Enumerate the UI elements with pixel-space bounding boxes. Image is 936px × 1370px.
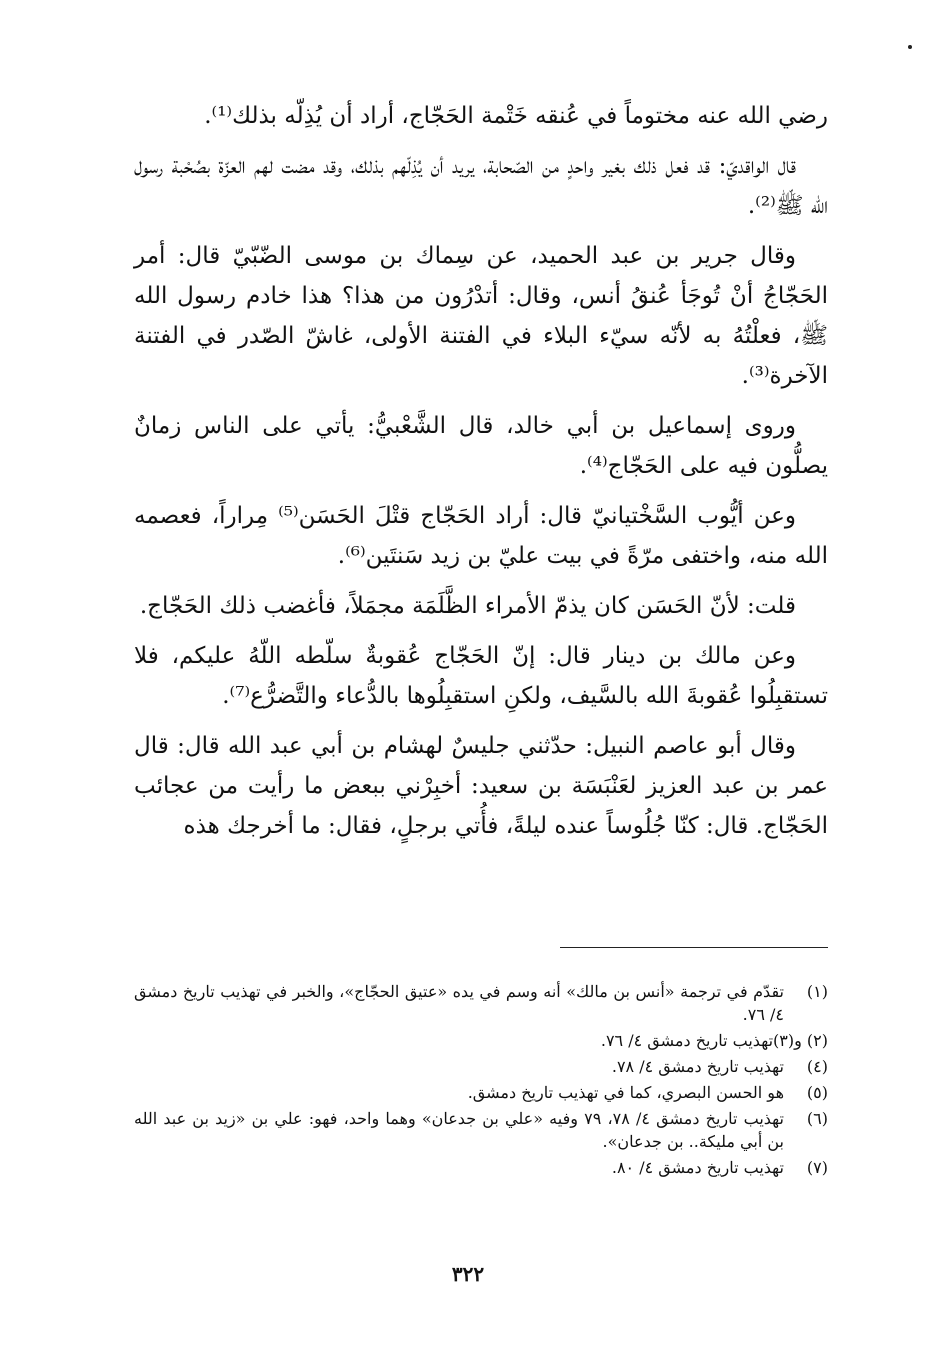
footnote [134,1029,828,1052]
footnote-number: (٤) [806,1057,828,1076]
footnote-divider [560,947,828,948]
footnote-text: تهذيب تاريخ دمشق ٤/ ٧٨، ٧٩ وفيه «علي بن جدعان» وهما واحد، فهو: علي بن «زيد بن عبد الله بن أبي مليكة.. بن جدعان». [134,1109,785,1151]
paragraph: وروى إسماعيل بن أبي خالد، قال الشَّعْبيُّ: يأتي على الناس زمانٌ يصلُّون فيه على الحَجّاج⁽⁴⁾. [134,413,828,479]
scan-speck [908,45,912,49]
footnote [134,1107,828,1153]
footnote-number: (٢) و(٣) [773,1031,828,1050]
page-number: ٣٢٢ [451,1262,485,1286]
paragraph: قلت: لأنّ الحَسَن كان يذمّ الأمراء الظَّلَمَة مجمَلاً، فأغضب ذلك الحَجّاج. [139,593,796,619]
paragraph: رضي الله عنه مختوماً في عُنقه خَتْمة الحَجّاج، أراد أن يُذِلّه بذلك⁽¹⁾. [204,103,828,129]
footnote-number: (٧) [806,1158,828,1177]
paragraph: وعن مالك بن دينار قال: إنّ الحَجّاج عُقوبةٌ سلّطه اللّهُ عليكم، فلا تستقبِلُوا عُقوبةَ الله بالسَّيف، ولكنِ استقبِلُوها بالدُّعاء والتَّضرُّع⁽⁷⁾. [134,643,828,709]
footnote-number: (١) [806,982,828,1001]
footnote-text: تهذيب تاريخ دمشق ٤/ ٧٦. [600,1031,774,1050]
paragraph: وقال أبو عاصم النبيل: حدّثني جليسٌ لهشام بن أبي عبد الله قال: قال عمر بن عبد العزيز لعَنْبَسَة بن سعيد: أخبِرْني ببعض ما رأيت من عجائب الحَجّاج. قال: كنّا جُلُوساً عنده ليلةً، فأُتي برجلٍ، فقال: ما أخرجك هذه [134,733,828,839]
footnote [134,1156,828,1179]
footnotes [134,980,828,1182]
footnote-text: تقدّم في ترجمة «أنس بن مالك» أنه وسم في يده «عتيق الحجّاج»، والخبر في تهذيب تاريخ دمشق ٤/ ٧٦. [134,982,784,1024]
main-text [134,96,828,856]
footnote [134,1081,828,1104]
footnote-text: تهذيب تاريخ دمشق ٤/ ٧٨. [611,1057,784,1076]
footnote-text: تهذيب تاريخ دمشق ٤/ ٨٠. [611,1158,784,1177]
paragraph: قال الواقديّ: قد فعل ذلك بغير واحدٍ من الصّحابة، يريد أن يُذِلّهم بذلك، وقد مضت لهم العزّة بصُحْبة رسول الله ﷺ⁽²⁾. [134,153,828,219]
footnote [134,980,828,1026]
footnote-text: هو الحسن البصري، كما في تهذيب تاريخ دمشق. [467,1083,784,1102]
footnote-number: (٦) [806,1109,828,1128]
paragraph: وعن أيُّوب السَّخْتيانيّ قال: أراد الحَجّاج قتْلَ الحَسَن⁽⁵⁾ مِراراً، فعصمه الله منه، واختفى مرّةً في بيت عليّ بن زيد سَنتَين⁽⁶⁾. [134,503,828,569]
paragraph: وقال جرير بن عبد الحميد، عن سِماك بن موسى الضّبّيّ قال: أمر الحَجّاجُ أنْ تُوجَأ عُنقُ أنس، وقال: أتدْرُون من هذا؟ هذا خادم رسول الله ﷺ، فعلْتُهُ به لأنّه سيّء البلاء في الفتنة الأولى، غاشّ الصّدر في الفتنة الآخرة⁽³⁾. [134,243,828,389]
footnote [134,1055,828,1078]
footnote-number: (٥) [806,1083,828,1102]
